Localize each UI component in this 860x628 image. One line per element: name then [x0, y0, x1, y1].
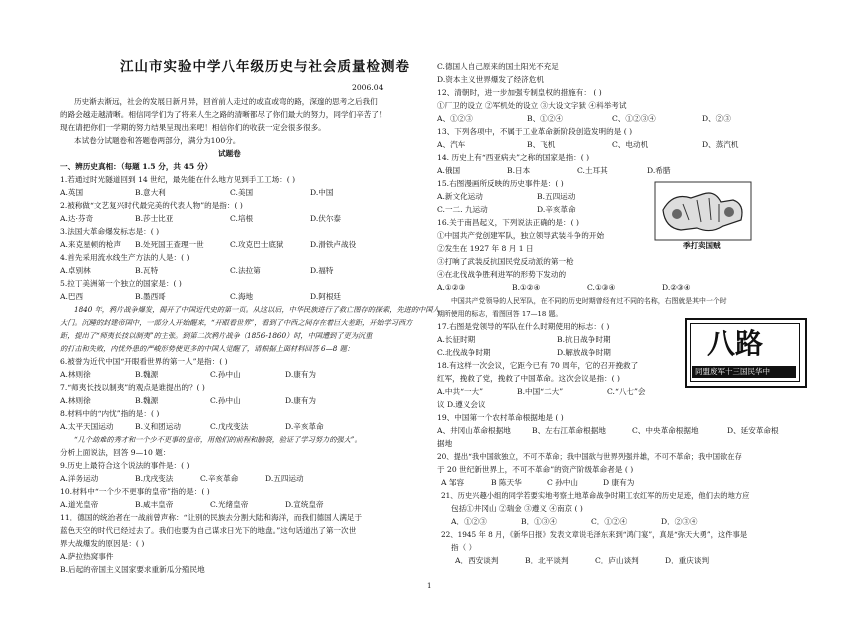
option: A．西安谈判 [455, 556, 499, 565]
option: B、飞机 [527, 140, 556, 149]
option: D.福特 [310, 266, 334, 275]
option: 议 D.遵义会议 [437, 400, 486, 409]
option: D．②③④ [661, 517, 698, 526]
question: 于 20 世纪新世界上，不可不革命”的资产阶级革命者是 ( ) [437, 465, 634, 474]
option: B.魏源 [135, 370, 159, 379]
option: C．①②④ [591, 517, 628, 526]
question: 蓝色天空的时代已经过去了。我们也要为自己谋求日光下的地盘。”这句话道出了第一次世 [60, 526, 357, 535]
option: A.中共“一大” [437, 387, 484, 396]
option: 据地 [437, 439, 453, 448]
option: D.解放战争时期 [557, 348, 611, 357]
option: A.俄国 [437, 166, 461, 175]
option: A 邹容 [441, 478, 465, 487]
material-text: 1840 年，鸦片战争爆发，揭开了中国近代史的第一页。从这以后，中华民族进行了救亡图存的探索，先进的中国人 [74, 305, 440, 314]
option: C.孙中山 [210, 370, 241, 379]
option: A.林则徐 [60, 370, 91, 379]
badge-main-text: 八路 [707, 327, 764, 360]
option: C．庐山谈判 [595, 556, 639, 565]
option: B．北平谈判 [525, 556, 569, 565]
option: A.卓别林 [60, 266, 91, 275]
option: A.长征时期 [437, 335, 476, 344]
option: B.义和团运动 [135, 422, 181, 431]
question: 7.“师夷长技以制夷”的观点是谁提出的？( ) [60, 383, 205, 392]
option: B.处死国王查理一世 [135, 240, 204, 249]
question: 3.法国大革命爆发标志是：( ) [60, 227, 160, 236]
option: B.魏源 [135, 396, 159, 405]
question: 红军，挽救了党，挽救了中国革命。这次会议是指：( ) [437, 374, 620, 383]
option: A.巴西 [60, 292, 84, 301]
option: D、蒸汽机 [702, 140, 739, 149]
question: 20、提出“我中国欲独立，不可不革命；我中国欲与世界列强并雄，不可不革命；我中国欲在存 [437, 452, 742, 461]
option: B.戊戌变法 [135, 474, 174, 483]
option: B.抗日战争时期 [557, 335, 611, 344]
option: B.墨西哥 [135, 292, 166, 301]
question: 1.若通过时光隧道回到 14 世纪，最先能在什么地方见到手工工场：( ) [60, 175, 296, 184]
question-items: ③打响了武装反抗国民党反动派的第一枪 [437, 257, 574, 266]
option: C.孙中山 [210, 396, 241, 405]
option: C.土耳其 [577, 166, 608, 175]
question: 4.首先采用流水线生产方法的人是：( ) [60, 253, 190, 262]
question: 6.被誉为近代中国“开眼看世界的第一人”是指：( ) [60, 357, 228, 366]
option: D.伏尔泰 [310, 214, 342, 223]
option: C.法拉第 [230, 266, 261, 275]
option: D.五四运动 [265, 474, 304, 483]
option: C、中央革命根据地 [632, 426, 699, 435]
option: A.英国 [60, 188, 84, 197]
material-text: 大门。沉睡的封建帝国中，一部分人开始醒来，“开眼看世界”，看到了中西之间存在着巨大差距，开始学习西方 [60, 318, 413, 327]
option: A、井冈山革命根据地 [437, 426, 511, 435]
material-text: 分析上面说法，回答 9—10 题： [60, 448, 171, 457]
question: 14. 历史上有“西亚病夫”之称的国家是指：( ) [437, 153, 590, 162]
question: 11．德国的统治者在一战前曾声称：“让别的民族去分割大陆和海洋，而我们德国人满足于 [60, 513, 363, 522]
paper-heading: 试题卷 [218, 149, 241, 158]
intro-line: 现在请把你们一学期的努力结果呈现出来吧！相信你们的收获一定会很多很多。 [60, 123, 326, 132]
option: B．①③④ [521, 517, 557, 526]
option: B、①②④ [527, 114, 563, 123]
badge-small-text: 同盟废军十三国民华中 [695, 367, 770, 376]
option: A、汽车 [437, 140, 466, 149]
material-text: 期所使用的标志，看图回答 17—18 题。 [437, 310, 563, 318]
intro-line: 本试卷分试题卷和答题卷两部分，满分为100分。 [74, 136, 241, 145]
option: D.辛亥革命 [285, 422, 324, 431]
option: C.攻克巴士底狱 [230, 240, 284, 249]
question: 指（ ） [451, 543, 477, 552]
option: C.“八七”会 [607, 387, 646, 396]
cartoon-caption: 季打卖国贼 [683, 241, 721, 250]
cartoon-image [653, 180, 753, 254]
question: 8.材料中的“内忧”指的是：( ) [60, 409, 160, 418]
option: A.来克星顿的枪声 [60, 240, 122, 249]
question: 包括①井冈山 ②瑞金 ③遵义 ④南京 ( ) [451, 504, 583, 513]
question: 22、1945 年 8 月，《新华日报》发表文章说毛泽东来到“鸿门宴”，真是“弥天大勇”，这件事是 [441, 530, 748, 539]
option: D、②③ [702, 114, 731, 123]
option: C.光绪皇帝 [210, 500, 249, 509]
question: 19、中国第一个农村革命根据地是 ( ) [437, 413, 564, 422]
option: D.康有为 [285, 396, 317, 405]
option: B.咸丰皇帝 [135, 500, 174, 509]
option: B、左右江革命根据地 [532, 426, 606, 435]
option: C.辛亥革命 [200, 474, 239, 483]
question: 13、下列各项中，不属于工业革命新阶段创造发明的是 ( ) [437, 127, 633, 136]
option: C.培根 [230, 214, 254, 223]
question: 9.历史上最符合这个说法的事件是：( ) [60, 461, 190, 470]
option: A、①②③ [437, 114, 473, 123]
option: D.辛亥革命 [537, 205, 576, 214]
option: D.②③④ [662, 283, 691, 292]
option: B.五四运动 [537, 192, 576, 201]
exam-date: 2006.04 [352, 83, 384, 92]
option: A.林则徐 [60, 396, 91, 405]
option: C.戊戌变法 [210, 422, 249, 431]
option: C.美国 [230, 188, 254, 197]
option: B.中国“二大” [517, 387, 564, 396]
question-items: ④在北伐战争胜利进军的形势下发动的 [437, 270, 567, 279]
option: A.洋务运动 [60, 474, 99, 483]
option: D.宣统皇帝 [285, 500, 324, 509]
option: C.一二. 九运动 [437, 205, 488, 214]
question-items: ②发生在 1927 年 8 月 1 日 [437, 244, 534, 253]
material-text: 的打击和失败，内忧外患的严峻形势使更多的中国人觉醒了，请根据上面材料回答 6—8 题： [60, 344, 355, 353]
question: 16.关于南昌起义，下列说法正确的是：( ) [437, 218, 579, 227]
option: B.①②④ [512, 283, 541, 292]
material-text: 中国共产党领导的人民军队，在不同的历史时期曾经有过不同的名称，右图就是其中一个时 [451, 297, 727, 305]
option: B.莎士比亚 [135, 214, 174, 223]
option: C、电动机 [612, 140, 649, 149]
option: B 陈天华 [491, 478, 522, 487]
option: A.新文化运动 [437, 192, 483, 201]
option: C 孙中山 [547, 478, 579, 487]
option: C.海地 [230, 292, 254, 301]
option: D.康有为 [285, 370, 317, 379]
option: D、延安革命根 [727, 426, 779, 435]
eighth-route-badge [685, 318, 807, 388]
question-items: ①中国共产党创建军队，独立领导武装斗争的开始 [437, 231, 605, 240]
option: D.希腊 [647, 166, 671, 175]
option: A.太平天国运动 [60, 422, 114, 431]
question: 界大战爆发的原因是：( ) [60, 539, 145, 548]
question: 12、清朝时，进一步加强专制皇权的措施有： ( ) [437, 88, 602, 97]
exam-title: 江山市实验中学八年级历史与社会质量检测卷 [120, 59, 410, 75]
section-heading: 一、辨历史真相：（每题 1.5 分，共 45 分） [60, 162, 213, 171]
option: A.①②③ [437, 283, 466, 292]
option: D 康有为 [603, 478, 635, 487]
option: C、①②③④ [612, 114, 656, 123]
page-number: 1 [427, 582, 432, 590]
option: D．重庆谈判 [665, 556, 710, 565]
option: B.日本 [507, 166, 531, 175]
option: C.北伐战争时期 [437, 348, 491, 357]
question: 17.右图是党领导的军队在什么时期使用的标志：( ) [437, 322, 610, 331]
question: 2.被称做“文艺复兴时代最完美的代表人物”的是指：( ) [60, 201, 243, 210]
option: B.意大利 [135, 188, 166, 197]
option: D.阿根廷 [310, 292, 342, 301]
option: A．①②③ [451, 517, 487, 526]
option: D.资本主义世界爆发了经济危机 [437, 75, 544, 84]
material-text: “几个劫难的秀才和一个少不更事的皇帝，用他们的前程和脑袋，验证了学习努力的强大”。 [74, 435, 362, 444]
option: D.滑铁卢战役 [310, 240, 357, 249]
option: B.后起的帝国主义国家要求重新瓜分殖民地 [60, 565, 205, 574]
material-text: 距，提出了“师夷长技以制夷”的主张。到第二次鸦片战争（1856-1860）时，中国遭到了更为沉重 [60, 331, 373, 340]
option: A.萨拉热窝事件 [60, 552, 114, 561]
option: A.道光皇帝 [60, 500, 99, 509]
intro-line: 的路会越走越清晰。相信同学们为了将来人生之路的清晰都尽了你们最大的努力，同学们辛苦了！ [60, 110, 387, 119]
option: C.①③④ [587, 283, 616, 292]
intro-line: 历史渐去渐远，社会的发展日新月异，回首前人走过的或直或弯的路，深邃的思考之后我们 [74, 97, 378, 106]
question: 10.材料中“一个少不更事的皇帝”指的是：( ) [60, 487, 210, 496]
option: B.瓦特 [135, 266, 159, 275]
question: 21、历史兴趣小组的同学若要实地考察土地革命战争时期工农红军的历史足迹，他们去的地方应 [441, 491, 750, 500]
question-items: ①厂卫的设立 ②军机处的设立 ③大设文字狱 ④科举考试 [437, 101, 627, 110]
option: D.中国 [310, 188, 334, 197]
option: A.达·芬奇 [60, 214, 94, 223]
option: C.德国人自己原来的国土阳光不充足 [437, 62, 559, 71]
question: 15.右图漫画所反映的历史事件是：( ) [437, 179, 564, 188]
question: 5.拉丁美洲第一个独立的国家是：( ) [60, 279, 182, 288]
question: 18.有这样一次会议，它距今已有 70 周年，它的召开挽救了 [437, 361, 639, 370]
